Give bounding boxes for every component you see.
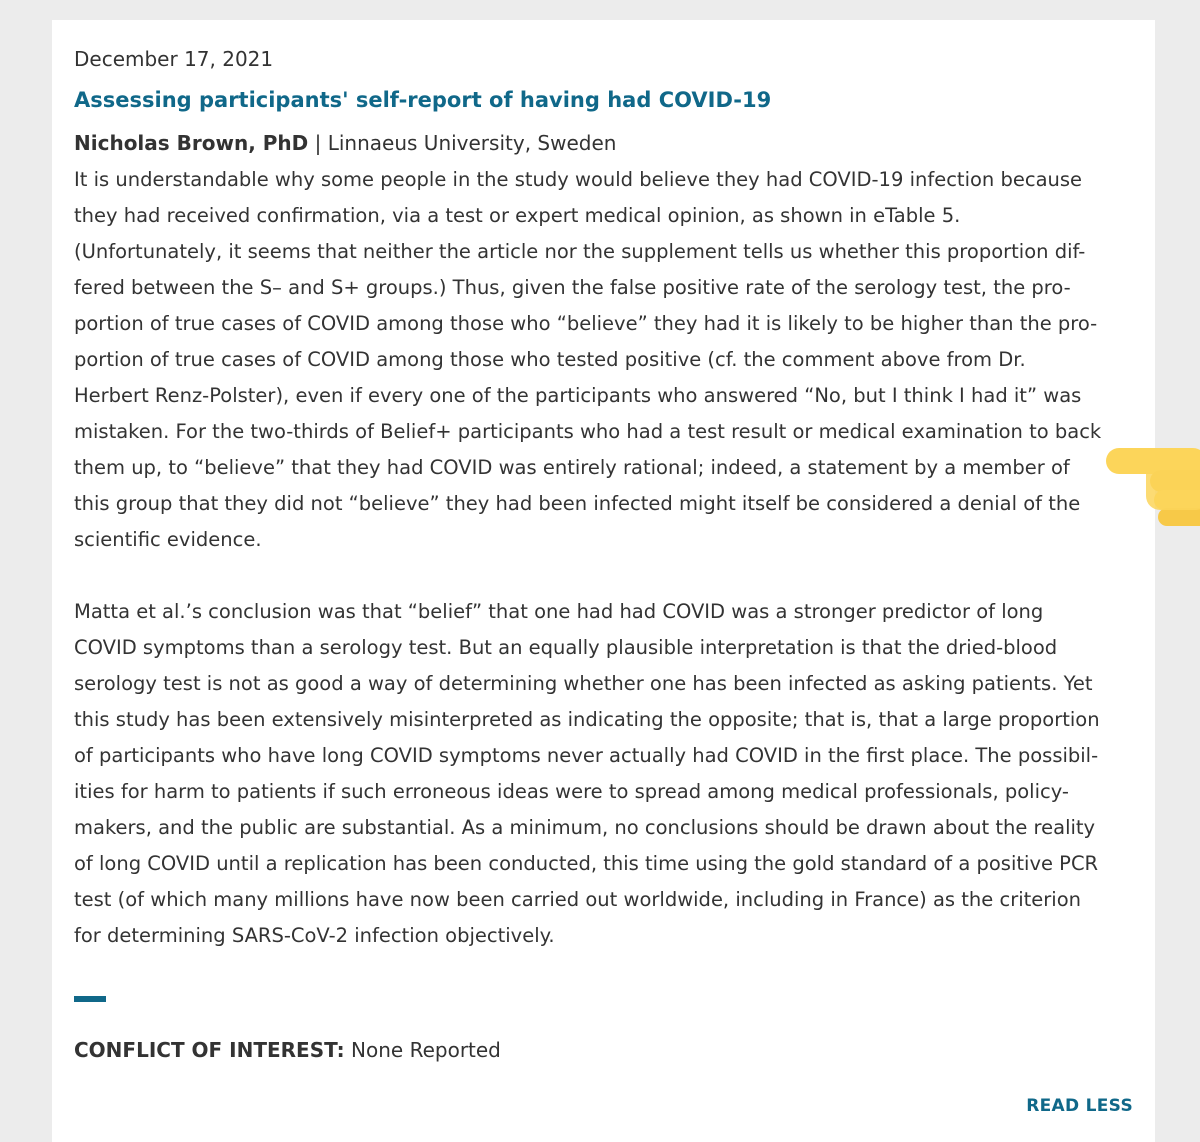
byline — [74, 130, 1149, 156]
conflict-of-interest — [74, 1036, 501, 1064]
byline-separator: | — [308, 131, 328, 155]
author-affiliation: Linnaeus University, Sweden — [327, 131, 617, 155]
author-name: Nicholas Brown, PhD — [74, 131, 309, 155]
comment-date: December 17, 2021 — [74, 47, 274, 71]
conflict-of-interest-label: CONFLICT OF INTEREST: — [74, 1038, 345, 1062]
comment-paragraph-1: It is understandable why some people in the study would believe they had COVID-19 infection because they had received confirmation, via a test or expert medical opinion, as shown in eTable 5. (Unfortunately, it seems that neither the article nor the supplement tells us whether this proportion dif- fered between the S– and S+ groups.) Thus, given the false positive rate of the serology test, the pro- portion of true cases of COVID among those who “believe” they had it is likely to be higher than the pro- portion of true cases of COVID among those who tested positive (cf. the comment above from Dr. Herbert Renz-Polster), even if every one of the participants who answered “No, but I think I had it” was mistaken. For the two-thirds of Belief+ participants who had a test result or medical examination to back them up, to “believe” that they had COVID was entirely rational; indeed, a statement by a member of this group that they did not “believe” they had been infected might itself be considered a denial of the scientific evidence. — [74, 168, 1102, 551]
comment-content — [74, 46, 1149, 954]
comment-card — [52, 20, 1155, 1142]
conflict-of-interest-value: None Reported — [344, 1038, 501, 1062]
section-divider — [74, 996, 106, 1002]
comment-paragraph-2: Matta et al.’s conclusion was that “belief” that one had had COVID was a stronger predictor of long COVID symptoms than a serology test. But an equally plausible interpretation is that the dried-blood serology test is not as good a way of determining whether one has been infected as asking patients. Yet this study has been extensively misinterpreted as indicating the opposite; that is, that a large proportion of participants who have long COVID symptoms never actually had COVID in the first place. The possibil- ities for harm to patients if such erroneous ideas were to spread among medical professionals, policy- makers, and the public are substantial. As a minimum, no conclusions should be drawn about the reality of long COVID until a replication has been conducted, this time using the gold standard of a positive PCR test (of which many millions have now been carried out worldwide, including in France) as the criterion for determining SARS-CoV-2 infection objectively. — [74, 600, 1100, 947]
comment-title-link[interactable]: Assessing participants' self-report of having had COVID-19 — [74, 88, 772, 112]
pointing-hand-emoji-icon — [1088, 430, 1200, 530]
read-less-link[interactable]: READ LESS — [1026, 1096, 1133, 1116]
comment-body — [74, 162, 1149, 954]
